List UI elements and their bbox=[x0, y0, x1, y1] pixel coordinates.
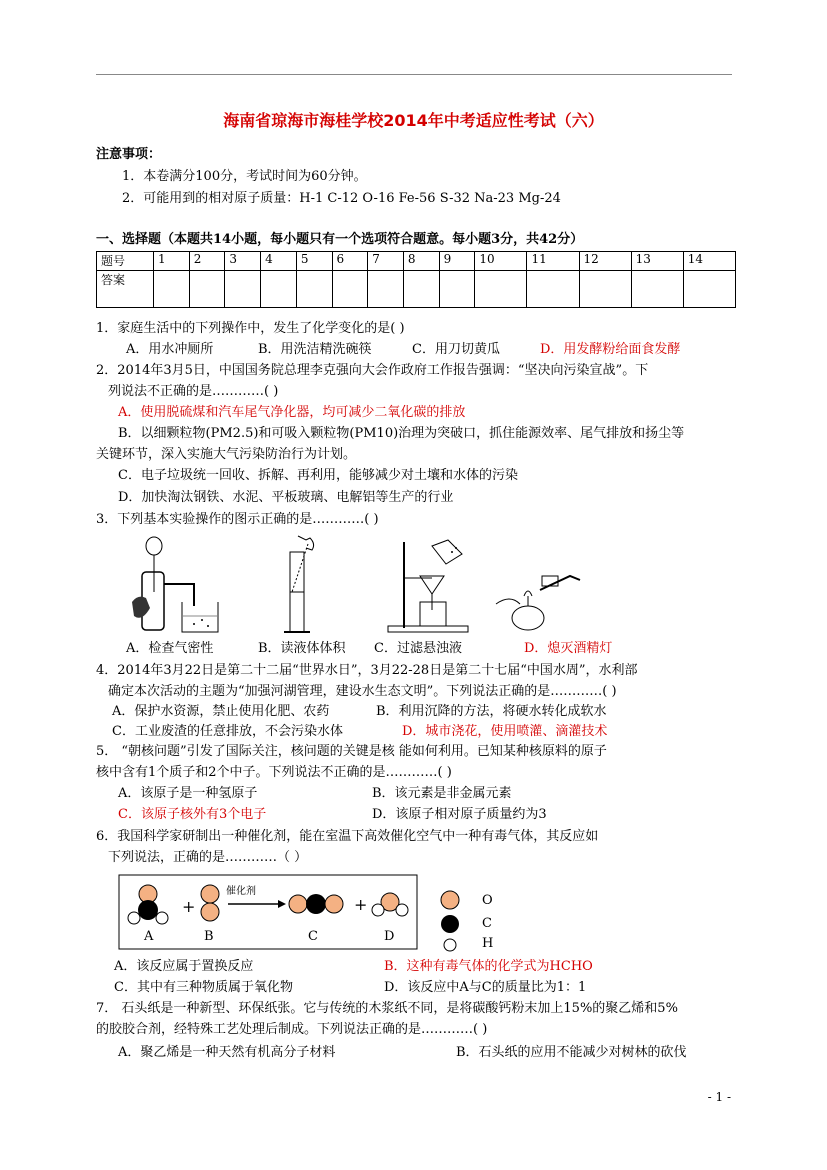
q6-option-a: A．该反应属于置换反应 bbox=[114, 959, 254, 974]
answer-cell[interactable] bbox=[683, 271, 735, 308]
q7-option-a: A．聚乙烯是一种天然有机高分子材料 bbox=[118, 1045, 336, 1060]
q2-option-d: D．加快淘汰钢铁、水泥、平板玻璃、电解铝等生产的行业 bbox=[118, 490, 454, 505]
table-row bbox=[97, 271, 736, 308]
question-number: 2 bbox=[189, 252, 225, 271]
molecule-label-d: D bbox=[384, 929, 395, 944]
answer-cell[interactable] bbox=[261, 271, 297, 308]
molecule-label-b: B bbox=[204, 929, 214, 944]
graduated-cylinder-figure bbox=[268, 532, 338, 638]
answer-cell[interactable] bbox=[189, 271, 225, 308]
q7-stem-cont: 的胶胶合剂，经特殊工艺处理后制成。下列说法正确的是…………( ) bbox=[96, 1022, 488, 1037]
answer-cell[interactable] bbox=[403, 271, 439, 308]
notes-heading: 注意事项： bbox=[96, 147, 162, 162]
q6-stem: 6．我国科学家研制出一种催化剂，能在室温下高效催化空气中一种有毒气体，其反应如 bbox=[96, 829, 599, 844]
answer-label: 答案 bbox=[97, 271, 154, 308]
question-number: 6 bbox=[332, 252, 368, 271]
q6-stem-cont: 下列说法，正确的是…………（ ） bbox=[108, 850, 308, 865]
q1-option-c: C．用刀切黄瓜 bbox=[412, 342, 500, 357]
q2-stem: 2．2014年3月5日，中国国务院总理李克强向大会作政府工作报告强调：“坚决向污染宣战”。下 bbox=[96, 363, 649, 378]
molecule-label-c: C bbox=[308, 929, 318, 944]
q5-option-d: D．该原子相对原子质量约为3 bbox=[372, 807, 547, 822]
q3-option-d: D．熄灭酒精灯 bbox=[524, 641, 613, 656]
notes-item-1: 1．本卷满分100分，考试时间为60分钟。 bbox=[122, 169, 367, 184]
question-number: 13 bbox=[631, 252, 683, 271]
q5-option-c: C．该原子核外有3个电子 bbox=[118, 807, 267, 822]
question-number: 10 bbox=[475, 252, 527, 271]
q4-stem-cont: 确定本次活动的主题为“加强河湖管理，建设水生态文明”。下列说法正确的是…………( ) bbox=[108, 684, 617, 699]
q3-option-a: A．检查气密性 bbox=[126, 641, 214, 656]
q5-option-a: A．该原子是一种氢原子 bbox=[118, 786, 258, 801]
row-label: 题号 bbox=[97, 252, 154, 271]
answer-cell[interactable] bbox=[579, 271, 631, 308]
answer-cell[interactable] bbox=[631, 271, 683, 308]
molecule-label-a: A bbox=[144, 929, 154, 944]
svg-text:+: + bbox=[182, 897, 196, 916]
question-number: 11 bbox=[527, 252, 579, 271]
q4-option-b: B．利用沉降的方法，将硬水转化成软水 bbox=[376, 704, 607, 719]
q4-option-d: D．城市浇花，使用喷灌、滴灌技术 bbox=[402, 724, 608, 739]
q7-option-b: B．石头纸的应用不能减少对树林的砍伐 bbox=[456, 1045, 687, 1060]
q4-option-a: A．保护水资源，禁止使用化肥、农药 bbox=[112, 704, 330, 719]
q3-option-b: B．读液体体积 bbox=[258, 641, 346, 656]
q2-option-c: C．电子垃圾统一回收、拆解、再利用，能够减少对土壤和水体的污染 bbox=[118, 468, 518, 483]
q1-option-a: A．用水冲厕所 bbox=[126, 342, 214, 357]
answer-cell[interactable] bbox=[296, 271, 332, 308]
answer-table bbox=[96, 251, 736, 308]
question-number: 1 bbox=[154, 252, 190, 271]
legend-h: H bbox=[482, 936, 494, 951]
answer-cell[interactable] bbox=[225, 271, 261, 308]
page-number: - 1 - bbox=[707, 1090, 731, 1104]
q1-option-d: D．用发酵粉给面食发酵 bbox=[540, 342, 681, 357]
question-number: 9 bbox=[439, 252, 475, 271]
q2-option-b: B．以细颗粒物(PM2.5)和可吸入颗粒物(PM10)治理为突破口，抓住能源效率、尾气排放和扬尘等 bbox=[118, 426, 685, 441]
question-number: 7 bbox=[368, 252, 404, 271]
notes-item-2: 2．可能用到的相对原子质量：H-1 C-12 O-16 Fe-56 S-32 Na-23 Mg-24 bbox=[122, 191, 561, 206]
airtight-check-figure bbox=[124, 532, 224, 638]
q5-stem: 5． “朝核问题”引发了国际关注，核问题的关键是核 能如何利用。已知某种核原料的原子 bbox=[96, 744, 607, 759]
q3-option-c: C．过滤悬浊液 bbox=[374, 641, 462, 656]
q7-stem: 7． 石头纸是一种新型、环保纸张。它与传统的木浆纸不同，是将碳酸钙粉末加上15%的聚乙烯和5% bbox=[96, 1001, 678, 1016]
header-rule bbox=[96, 74, 732, 75]
question-number: 5 bbox=[296, 252, 332, 271]
q6-option-b: B．这种有毒气体的化学式为HCHO bbox=[384, 959, 593, 974]
q3-stem: 3．下列基本实验操作的图示正确的是…………( ) bbox=[96, 512, 379, 527]
question-number: 4 bbox=[261, 252, 297, 271]
question-number: 14 bbox=[683, 252, 735, 271]
answer-cell[interactable] bbox=[527, 271, 579, 308]
question-number: 3 bbox=[225, 252, 261, 271]
q5-stem-cont: 核中含有1个质子和2个中子。下列说法不正确的是…………( ) bbox=[96, 765, 452, 780]
q6-option-c: C．其中有三种物质属于氧化物 bbox=[114, 980, 293, 995]
q4-option-c: C．工业废渣的任意排放，不会污染水体 bbox=[112, 724, 343, 739]
catalyst-label: 催化剂 bbox=[226, 886, 256, 897]
answer-cell[interactable] bbox=[439, 271, 475, 308]
q4-stem: 4．2014年3月22日是第二十二届“世界水日”，3月22-28日是第二十七届“中国水周”，水利部 bbox=[96, 663, 638, 678]
filtration-figure bbox=[382, 538, 472, 638]
section-heading: 一、选择题（本题共14小题，每小题只有一个选项符合题意。每小题3分，共42分） bbox=[96, 232, 584, 247]
question-number: 12 bbox=[579, 252, 631, 271]
table-row bbox=[97, 252, 736, 271]
q6-option-d: D．该反应中A与C的质量比为1：1 bbox=[384, 980, 587, 995]
atom-legend bbox=[438, 890, 462, 954]
q1-option-b: B．用洗洁精洗碗筷 bbox=[258, 342, 372, 357]
question-number: 8 bbox=[403, 252, 439, 271]
svg-text:+: + bbox=[354, 895, 368, 914]
alcohol-lamp-figure bbox=[490, 560, 590, 636]
q5-option-b: B．该元素是非金属元素 bbox=[372, 786, 512, 801]
reaction-diagram bbox=[118, 874, 418, 950]
legend-o: O bbox=[482, 893, 493, 908]
q2-stem-cont: 列说法不正确的是…………( ) bbox=[108, 384, 279, 399]
legend-c: C bbox=[482, 916, 492, 931]
q2-option-b-cont: 关键环节，深入实施大气污染防治行为计划。 bbox=[96, 447, 357, 462]
q1-stem: 1．家庭生活中的下列操作中，发生了化学变化的是( ) bbox=[96, 321, 405, 336]
page-title: 海南省琼海市海桂学校2014年中考适应性考试（六） bbox=[223, 111, 604, 130]
answer-cell[interactable] bbox=[154, 271, 190, 308]
q2-option-a: A．使用脱硫煤和汽车尾气净化器，均可减少二氧化碳的排放 bbox=[118, 405, 466, 420]
answer-cell[interactable] bbox=[332, 271, 368, 308]
answer-cell[interactable] bbox=[475, 271, 527, 308]
answer-cell[interactable] bbox=[368, 271, 404, 308]
